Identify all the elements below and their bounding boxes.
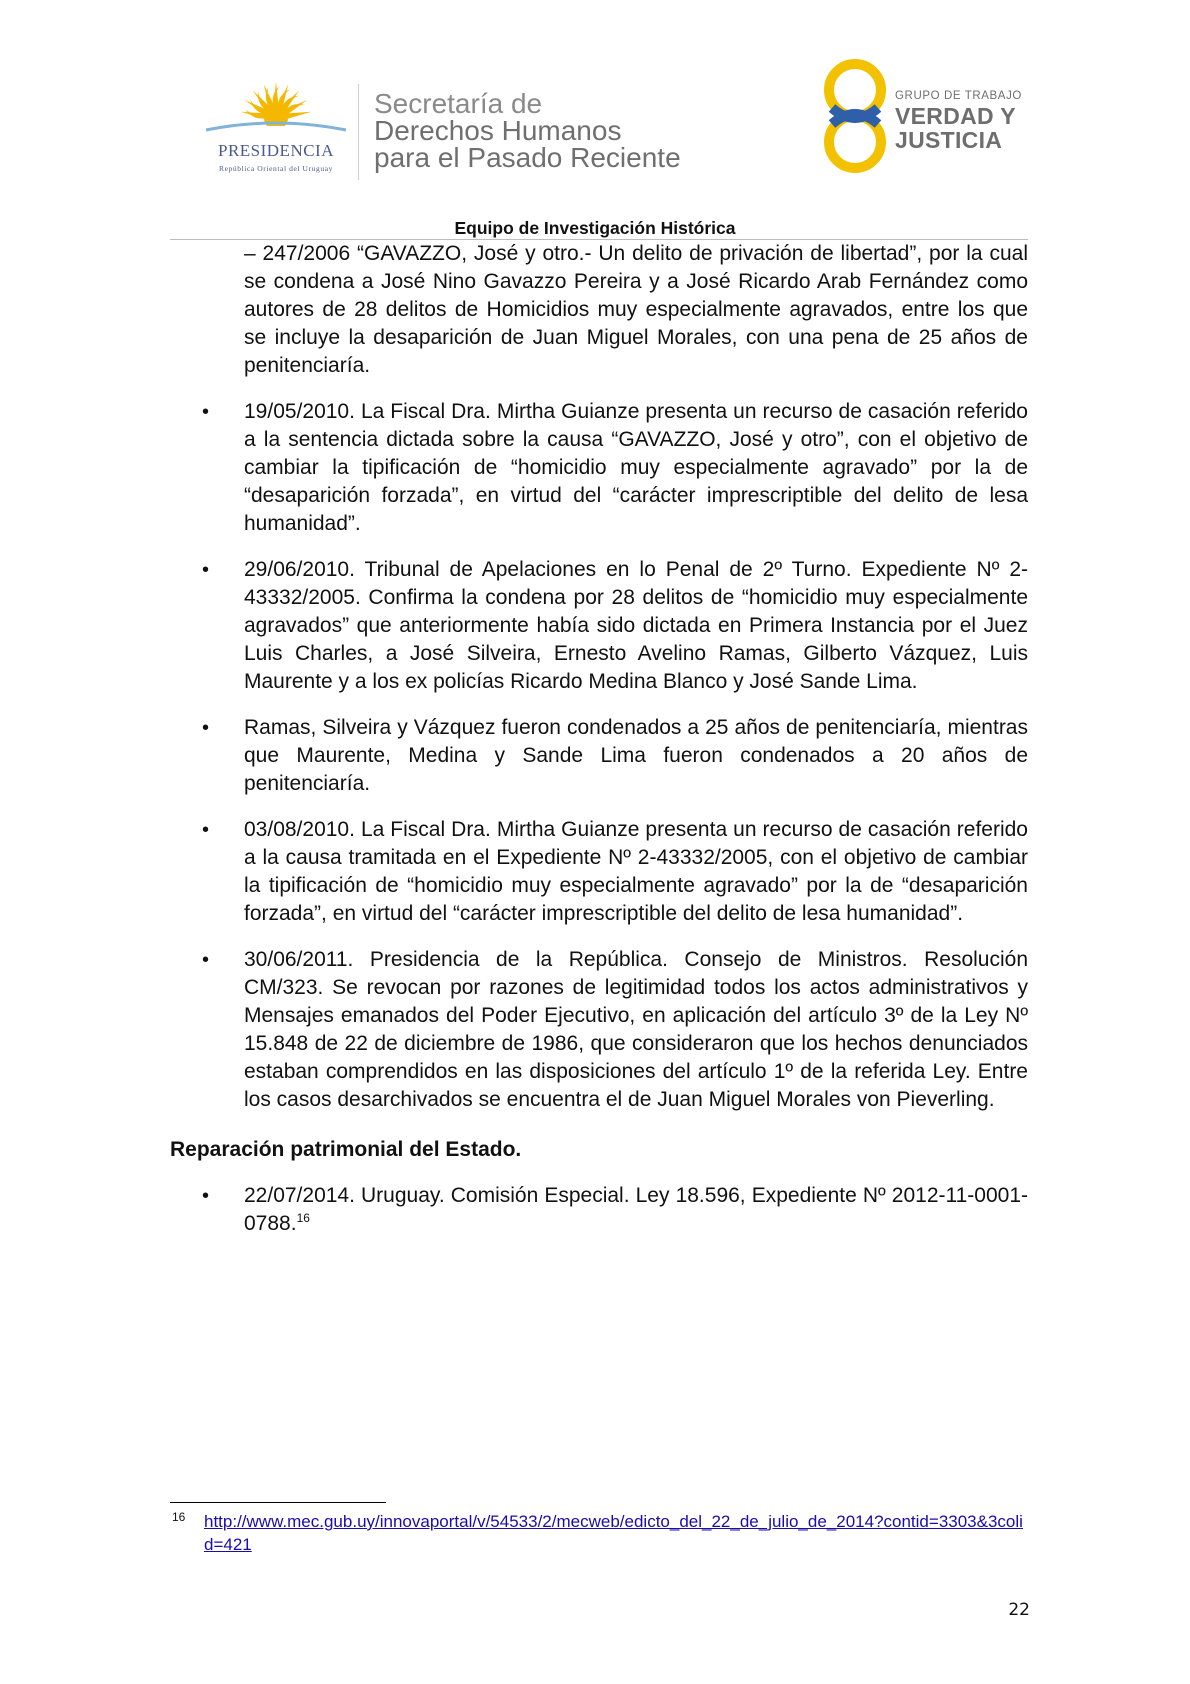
bullet-icon: •: [202, 1185, 210, 1207]
vj-logo-line-2: JUSTICIA: [895, 127, 1003, 153]
vj-logo-top-text: GRUPO DE TRABAJO: [895, 90, 1022, 102]
presidencia-logo: [196, 78, 356, 178]
bullet-icon: •: [202, 717, 210, 739]
list-item: [202, 816, 1028, 928]
page-number: 22: [1008, 1600, 1030, 1620]
section-heading: Reparación patrimonial del Estado.: [170, 1138, 522, 1161]
secretaria-title: [374, 90, 681, 171]
list-item-text-body: 22/07/2014. Uruguay. Comisión Especial. Ley 18.596, Expediente Nº 2012-11-0001-0788.: [244, 1184, 1028, 1235]
bullet-icon: •: [202, 401, 210, 423]
footnote-reference[interactable]: 16: [296, 1211, 310, 1225]
secretaria-line-2: Derechos Humanos: [374, 115, 622, 146]
infinity-rings-icon: [820, 56, 890, 180]
list-item: [202, 1182, 1028, 1238]
list-item-text: [244, 1182, 1028, 1238]
header-divider: [358, 84, 359, 180]
bullet-icon: •: [202, 819, 210, 841]
footnote-rule: [170, 1502, 386, 1503]
sun-emblem-icon: [196, 78, 356, 148]
bullet-icon: •: [202, 559, 210, 581]
footnote: [170, 1510, 1028, 1556]
footnote-link[interactable]: http://www.mec.gub.uy/innovaportal/v/54533/2/mecweb/edicto_del_22_de_julio_de_2014?contid=3303&3colid=421: [204, 1512, 1023, 1554]
list-item-text: 03/08/2010. La Fiscal Dra. Mirtha Guianze presenta un recurso de casación referido a la causa tramitada en el Expediente Nº 2-43332/2005, con el objetivo de cambiar la tipificación de “homicidio muy especialmente agravado” por la de “desaparición forzada”, en virtud del “carácter imprescriptible del delito de lesa humanidad”.: [244, 818, 1028, 925]
list-item-text: 19/05/2010. La Fiscal Dra. Mirtha Guianze presenta un recurso de casación referido a la sentencia dictada sobre la causa “GAVAZZO, José y otro”, con el objetivo de cambiar la tipificación de “homicidio muy especialmente agravado” por la de “desaparición forzada”, en virtud del “carácter imprescriptible del delito de lesa humanidad”.: [244, 400, 1028, 535]
secretaria-line-3: para el Pasado Reciente: [374, 142, 681, 173]
intro-paragraph: – 247/2006 “GAVAZZO, José y otro.- Un delito de privación de libertad”, por la cual se condena a José Nino Gavazzo Pereira y a José Ricardo Arab Fernández como autores de 28 delitos de Homicidios muy especialmente agravados, entre los que se incluye la desaparición de Juan Miguel Morales, con una pena de 25 años de penitenciaría.: [244, 242, 1028, 377]
document-body: [170, 240, 1028, 1238]
list-item-text: 29/06/2010. Tribunal de Apelaciones en lo Penal de 2º Turno. Expediente Nº 2-43332/2005. Confirma la condena por 28 delitos de “homicidio muy especialmente agravados” que anteriormente había sido dictada en Primera Instancia por el Juez Luis Charles, a José Silveira, Ernesto Avelino Ramas, Gilberto Vázquez, Luis Maurente y a los ex policías Ricardo Medina Blanco y José Sande Lima.: [244, 558, 1028, 693]
presidencia-logo-subtext: República Oriental del Uruguay: [218, 164, 333, 173]
list-item: [202, 556, 1028, 696]
footnote-number: 16: [172, 1510, 186, 1524]
secretaria-line-1: Secretaría de: [374, 88, 543, 119]
verdad-justicia-logo: [820, 56, 1030, 180]
presidencia-logo-text: PRESIDENCIA: [217, 141, 334, 160]
list-item: [202, 398, 1028, 538]
vj-logo-line-1: VERDAD Y: [895, 103, 1016, 129]
team-title: Equipo de Investigación Histórica: [454, 218, 736, 238]
list-item-text: Ramas, Silveira y Vázquez fueron condenados a 25 años de penitenciaría, mientras que Maurente, Medina y Sande Lima fueron condenados a 20 años de penitenciaría.: [244, 716, 1028, 795]
list-item-text: 30/06/2011. Presidencia de la República. Consejo de Ministros. Resolución CM/323. Se revocan por razones de legitimidad todos los actos administrativos y Mensajes emanados del Poder Ejecutivo, en aplicación del artículo 3º de la Ley Nº 15.848 de 22 de diciembre de 1986, que consideraron que los hechos denunciados estaban comprendidos en las disposiciones del artículo 1º de la referida Ley. Entre los casos desarchivados se encuentra el de Juan Miguel Morales von Pieverling.: [244, 948, 1028, 1111]
list-item: [202, 714, 1028, 798]
list-item: [202, 946, 1028, 1114]
bullet-icon: •: [202, 949, 210, 971]
